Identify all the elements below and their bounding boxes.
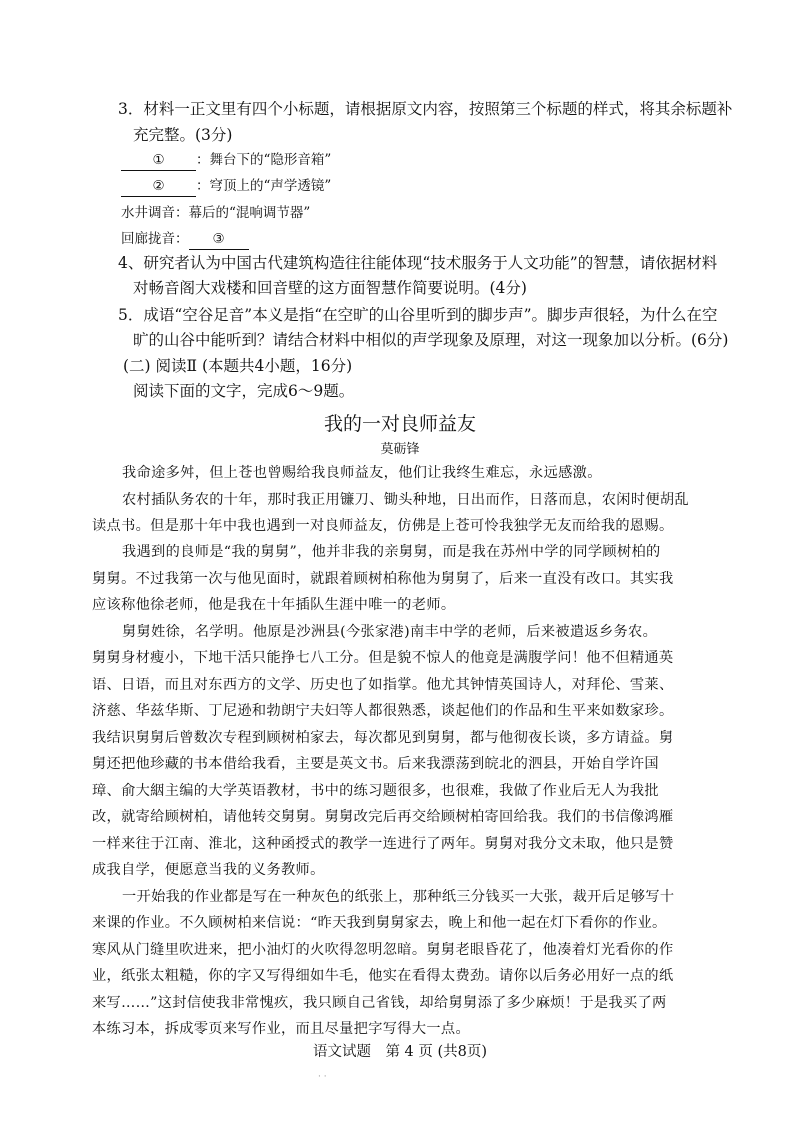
q3-fill-1-text: ：舞台下的“隐形音箱”: [196, 152, 332, 168]
page-footer: 语文试题 第 4 页 (共8页): [312, 1044, 488, 1060]
q3-blank-3: [189, 229, 249, 250]
article-line: 舅舅身材瘦小，下地干活只能挣七八工分。但是貌不惊人的他竟是满腹学问！他不但精通英: [92, 650, 674, 666]
q3-blank-3-number: ③: [212, 231, 225, 247]
question-5-line-2: 旷的山谷中能听到？请结合材料中相似的声学现象及原理，对这一现象加以分析。(6分): [133, 331, 729, 349]
article-author: 莫砺锋: [380, 442, 420, 457]
article-line: 我遇到的良师是“我的舅舅”，他并非我的亲舅舅，而是我在苏州中学的同学顾树柏的: [122, 544, 661, 560]
article-line: 语、日语，而且对东西方的文学、历史也了如指掌。他尤其钟情英国诗人，对拜伦、雪莱、: [92, 677, 674, 693]
article-line: 舅还把他珍藏的书本借给我看，主要是英文书。后来我漂荡到皖北的泗县，开始自学许国: [92, 756, 659, 772]
article-title: 我的一对良师益友: [323, 413, 476, 435]
q3-fill-row-2: [121, 176, 331, 197]
article-line: 读点书。但是那十年中我也遇到一对良师益友，仿佛是上苍可怜我独学无友而给我的恩赐。: [92, 518, 674, 534]
article-line: 农村插队务农的十年，那时我正用镰刀、锄头种地，日出而作，日落而息，农闲时便胡乱: [122, 492, 689, 508]
article-line: 我命途多舛，但上苍也曾赐给我良师益友，他们让我终生难忘，永远感激。: [122, 465, 602, 481]
q3-fill-row-3: 水井调音：幕后的“混响调节器”: [121, 205, 311, 221]
article-line: 一样来往于江南、淮北，这种函授式的教学一连进行了两年。舅舅对我分文未取，他只是赞: [92, 836, 674, 852]
section-2-heading: (二) 阅读Ⅱ (本题共4小题，16分): [123, 357, 353, 375]
question-3-line-2: 充完整。(3分): [133, 126, 233, 144]
article-line: 舅舅。不过我第一次与他见面时，就跟着顾树柏称他为舅舅了，后来一直没有改口。其实我: [92, 571, 674, 587]
article-line: 璋、俞大絪主编的大学英语教材，书中的练习题很多，也很难，我做了作业后无人为我批: [92, 783, 659, 799]
article-line: 成我自学，便愿意当我的义务教师。: [92, 862, 325, 878]
article-line: 舅舅姓徐，名学明。他原是沙洲县(今张家港)南丰中学的老师，后来被遣返乡务农。: [122, 624, 658, 640]
q3-blank-1: [121, 150, 196, 171]
q3-blank-1-number: ①: [152, 152, 165, 168]
section-2-instruction: 阅读下面的文字，完成6～9题。: [133, 382, 355, 400]
article-line: 本练习本，拆成零页来写作业，而且尽量把字写得大一点。: [92, 1021, 470, 1037]
article-line: 济慈、华兹华斯、丁尼逊和勃朗宁夫妇等人都很熟悉，谈起他们的作品和生平来如数家珍。: [92, 703, 674, 719]
question-3-line-1: 3．材料一正文里有四个小标题，请根据原文内容，按照第三个标题的样式，将其余标题补: [118, 100, 733, 118]
article-line: 来课的作业。不久顾树柏来信说：“昨天我到舅舅家去，晚上和他一起在灯下看你的作业。: [92, 915, 667, 931]
article-line: 业，纸张太粗糙，你的字又写得细如牛毛，他实在看得太费劲。请你以后务必用好一点的纸: [92, 968, 674, 984]
article-line: 寒风从门缝里吹进来，把小油灯的火吹得忽明忽暗。舅舅老眼昏花了，他凑着灯光看你的作: [92, 942, 674, 958]
q3-fill-row-1: [121, 150, 331, 171]
q3-blank-2-number: ②: [152, 178, 165, 194]
article-line: 一开始我的作业都是写在一种灰色的纸张上，那种纸三分钱买一大张，裁开后足够写十: [122, 889, 675, 905]
q3-fill-row-4: [121, 229, 249, 250]
scan-speck: · ·: [318, 1072, 327, 1082]
question-5-line-1: 5．成语“空谷足音”本义是指“在空旷的山谷里听到的脚步声”。脚步声很轻，为什么在空: [118, 306, 718, 324]
article-line: 改，就寄给顾树柏，请他转交舅舅。舅舅改完后再交给顾树柏寄回给我。我们的书信像鸿雁: [92, 809, 674, 825]
q3-fill-2-text: ：穹顶上的“声学透镜”: [196, 178, 332, 194]
q3-blank-2: [121, 176, 196, 197]
article-line: 我结识舅舅后曾数次专程到顾树柏家去，每次都见到舅舅，都与他彻夜长谈，多方请益。舅: [92, 730, 674, 746]
question-4-line-2: 对畅音阁大戏楼和回音壁的这方面智慧作简要说明。(4分): [133, 279, 527, 297]
article-line: 应该称他徐老师，他是我在十年插队生涯中唯一的老师。: [92, 597, 456, 613]
q3-fill-4-label: 回廊拢音：: [121, 231, 189, 247]
question-4-line-1: 4、研究者认为中国古代建筑构造往往能体现“技术服务于人文功能”的智慧，请依据材料: [118, 254, 718, 272]
article-line: 来写……”这封信使我非常愧疚，我只顾自己省钱，却给舅舅添了多少麻烦！于是我买了两: [92, 995, 667, 1011]
